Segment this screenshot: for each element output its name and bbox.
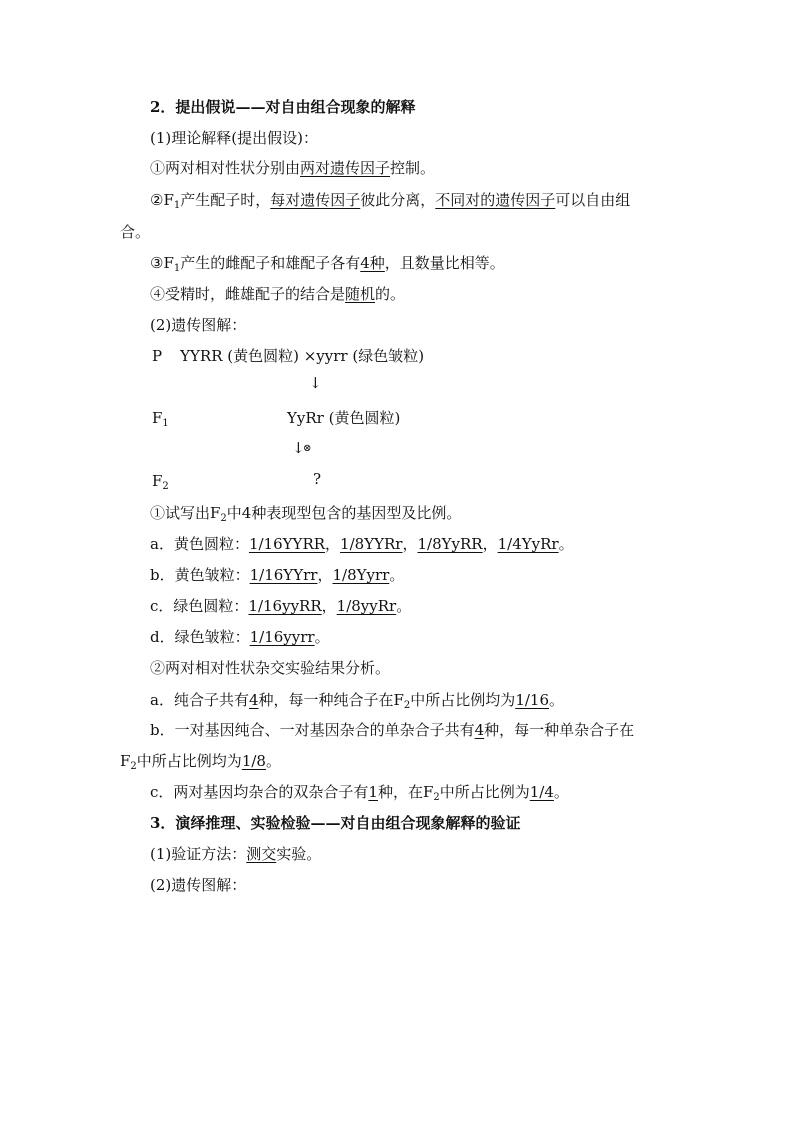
theory-title: (1)理论解释(提出假设)： [150,129,318,147]
down-arrow-icon: ↓ [292,439,305,457]
down-arrow-icon: ↓ [309,374,322,392]
f2-label: $F_2$ [152,472,169,492]
f1-genotype: YyRr (黄色圆粒) [287,409,401,427]
answer-green-wrinkled: d．绿色皱粒：1/16yyrr。 [150,628,330,646]
result-double-heterozygote: c．两对基因均杂合的双杂合子有1种，在$F_2$中所占比例为1/4。 [150,783,569,803]
diagram-title: (2)遗传图解： [150,316,247,334]
answer-green-round: c．绿色圆粒：1/16yyRR，1/8yyRr。 [150,597,412,615]
parent-cross: YYRR (黄色圆粒) ×yyrr (绿色皱粒) [180,347,425,365]
hypothesis-3: $③F_1$产生的雌配子和雄配子各有4种，且数量比相等。 [150,254,505,274]
question-1: ①试写出$F_2$中4种表现型包含的基因型及比例。 [150,504,462,524]
section-3-heading: 3．演绎推理、实验检验——对自由组合现象解释的验证 [150,814,521,832]
selfing-icon: ⊗ [303,443,312,454]
answer-yellow-wrinkled: b．黄色皱粒：1/16YYrr，1/8Yyrr。 [150,566,405,584]
result-homozygote: a．纯合子共有4种，每一种纯合子在$F_2$中所占比例均为1/16。 [150,691,565,711]
hypothesis-2-continued: 合。 [120,223,151,241]
hypothesis-4: ④受精时，雌雄配子的结合是随机的。 [150,285,406,303]
result-single-heterozygote-continued: $F_2$中所占比例均为1/8。 [120,752,281,772]
verification-diagram-title: (2)遗传图解： [150,876,247,894]
answer-yellow-round: a．黄色圆粒：1/16YYRR，1/8YYRr，1/8YyRR，1/4YyRr。 [150,535,574,553]
section-2-heading: 2．提出假说——对自由组合现象的解释 [150,98,416,116]
p-label: P [152,347,163,365]
f2-unknown: ? [313,470,322,488]
parent-generation [0,346,794,366]
question-2: ②两对相对性状杂交实验结果分析。 [150,659,391,677]
hypothesis-2: $②F_1$产生配子时，每对遗传因子彼此分离，不同对的遗传因子可以自由组 [150,191,631,211]
f1-label: $F_1$ [152,409,169,429]
hypothesis-1: ①两对相对性状分别由两对遗传因子控制。 [150,159,436,177]
verification-method: (1)验证方法：测交实验。 [150,845,322,863]
result-single-heterozygote: b．一对基因纯合、一对基因杂合的单杂合子共有4种，每一种单杂合子在 [150,721,635,739]
